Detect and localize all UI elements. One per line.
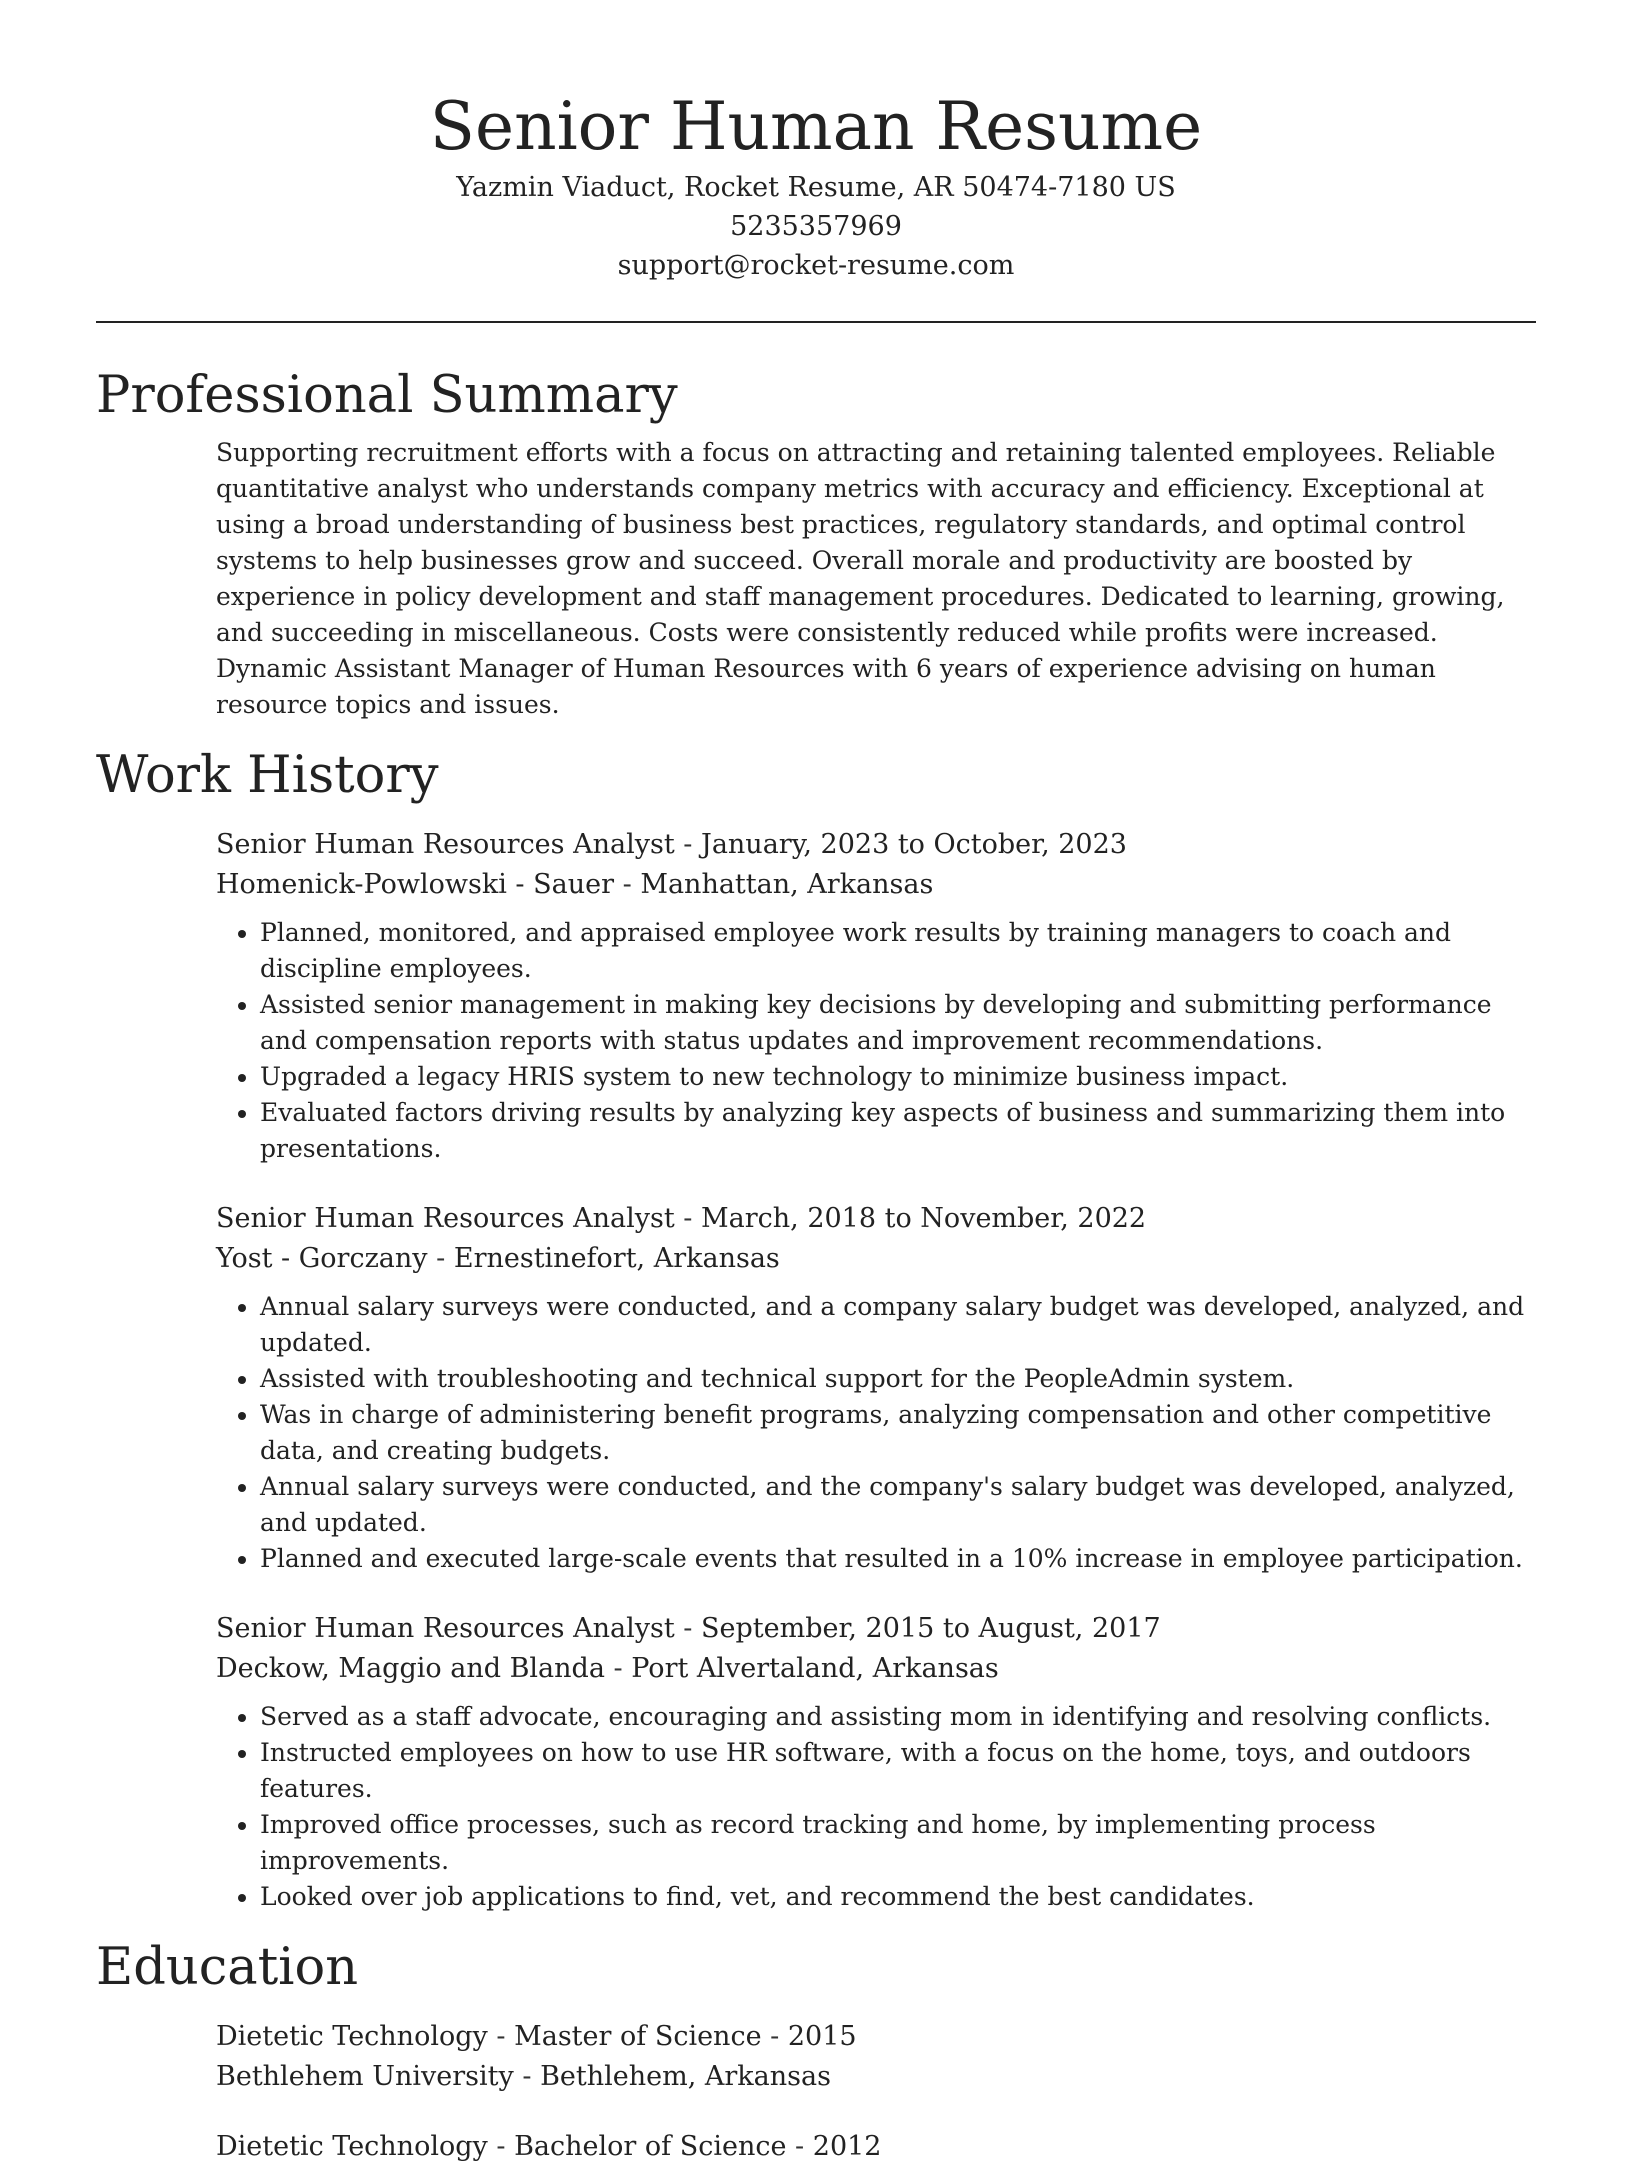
education-degree-line: Dietetic Technology - Bachelor of Science - 2012 <box>216 2131 882 2162</box>
job-dates: September, 2015 to August, 2017 <box>701 1613 1161 1644</box>
job-dates: March, 2018 to November, 2022 <box>701 1203 1147 1234</box>
job-dates: January, 2023 to October, 2023 <box>701 829 1127 860</box>
job-entry <box>216 1199 1536 1577</box>
job-title: Senior Human Resources Analyst <box>216 829 675 860</box>
job-bullet: • Annual salary surveys were conducted, and a company salary budget was developed, analyzed, and updated. <box>260 1289 1536 1361</box>
job-company-line: Yost - Gorczany - Ernestinefort, Arkansas <box>216 1243 780 1274</box>
resume-header <box>96 0 1536 285</box>
job-title-line: Senior Human Resources Analyst - January, 2023 to October, 2023 <box>216 829 1127 860</box>
education-heading: Education <box>96 1938 359 1997</box>
work-history-heading: Work History <box>96 746 439 805</box>
job-company: Deckow, Maggio and Blanda <box>216 1653 605 1684</box>
education-entry <box>216 2017 1536 2097</box>
education-school: Bethlehem University <box>216 2061 514 2092</box>
job-title: Senior Human Resources Analyst <box>216 1613 675 1644</box>
education-year: 2012 <box>812 2131 882 2162</box>
job-bullet: • Upgraded a legacy HRIS system to new technology to minimize business impact. <box>260 1059 1536 1095</box>
contact-email: support@rocket-resume.com <box>617 250 1015 281</box>
job-bullet: • Improved office processes, such as record tracking and home, by implementing process improvements. <box>260 1807 1536 1879</box>
job-title-line: Senior Human Resources Analyst - September, 2015 to August, 2017 <box>216 1613 1161 1644</box>
job-entry <box>216 825 1536 1167</box>
resume-name: Senior Human Resume <box>429 88 1203 165</box>
education-field: Dietetic Technology <box>216 2021 488 2052</box>
job-bullet: • Assisted senior management in making key decisions by developing and submitting performance and compensation reports with status updates and improvement recommendations. <box>260 987 1536 1059</box>
job-bullet: • Served as a staff advocate, encouraging and assisting mom in identifying and resolving conflicts. <box>260 1699 1536 1735</box>
job-bullets <box>216 1699 1536 1915</box>
job-company: Yost - Gorczany <box>216 1243 428 1274</box>
job-company-line: Deckow, Maggio and Blanda - Port Alvertaland, Arkansas <box>216 1653 999 1684</box>
job-bullet: • Was in charge of administering benefit programs, analyzing compensation and other competitive data, and creating budgets. <box>260 1397 1536 1469</box>
job-title: Senior Human Resources Analyst <box>216 1203 675 1234</box>
education-location: Bethlehem, Arkansas <box>540 2061 831 2092</box>
resume-page <box>96 0 1536 2167</box>
job-company-line: Homenick-Powlowski - Sauer - Manhattan, Arkansas <box>216 869 934 900</box>
education-degree: Bachelor of Science <box>514 2131 787 2162</box>
education-degree: Master of Science <box>514 2021 762 2052</box>
job-location: Ernestinefort, Arkansas <box>453 1243 780 1274</box>
job-bullet: • Planned, monitored, and appraised employee work results by training managers to coach and discipline employees. <box>260 915 1536 987</box>
summary-text: Supporting recruitment efforts with a focus on attracting and retaining talented employees. Reliable quantitative analyst who understands company metrics with accuracy and efficiency. Exceptional at using a broad understanding of business best practices, regulatory standards, and optimal control systems to help businesses grow and succeed. Overall morale and productivity are boosted by experience in policy development and staff management procedures. Dedicated to learning, growing, and succeeding in miscellaneous. Costs were consistently reduced while profits were increased. Dynamic Assistant Manager of Human Resources with 6 years of experience advising on human resource topics and issues. <box>216 438 1505 719</box>
job-location: Port Alvertaland, Arkansas <box>631 1653 999 1684</box>
job-location: Manhattan, Arkansas <box>640 869 934 900</box>
job-bullet: • Instructed employees on how to use HR software, with a focus on the home, toys, and outdoors features. <box>260 1735 1536 1807</box>
education-degree-line: Dietetic Technology - Master of Science - 2015 <box>216 2021 857 2052</box>
job-bullets <box>216 1289 1536 1577</box>
education-entry <box>216 2127 1536 2167</box>
job-bullet: • Evaluated factors driving results by analyzing key aspects of business and summarizing them into presentations. <box>260 1095 1536 1167</box>
job-bullet: • Looked over job applications to find, vet, and recommend the best candidates. <box>260 1879 1536 1915</box>
contact-phone: 5235357969 <box>730 211 902 242</box>
contact-address: Yazmin Viaduct, Rocket Resume, AR 50474-7180 US <box>456 172 1176 203</box>
header-divider <box>96 321 1536 323</box>
education-school-line: Bethlehem University - Bethlehem, Arkansas <box>216 2061 831 2092</box>
job-bullet: • Annual salary surveys were conducted, and the company's salary budget was developed, analyzed, and updated. <box>260 1469 1536 1541</box>
education-year: 2015 <box>787 2021 857 2052</box>
education-field: Dietetic Technology <box>216 2131 488 2162</box>
job-bullet: • Assisted with troubleshooting and technical support for the PeopleAdmin system. <box>260 1361 1536 1397</box>
job-title-line: Senior Human Resources Analyst - March, 2018 to November, 2022 <box>216 1203 1147 1234</box>
job-entry <box>216 1609 1536 1915</box>
job-bullets <box>216 915 1536 1167</box>
summary-heading: Professional Summary <box>96 366 678 425</box>
job-bullet: • Planned and executed large-scale events that resulted in a 10% increase in employee participation. <box>260 1541 1536 1577</box>
work-history-section <box>96 743 1536 1915</box>
summary-section <box>96 363 1536 723</box>
job-company: Homenick-Powlowski - Sauer <box>216 869 614 900</box>
education-section <box>96 1935 1536 2167</box>
